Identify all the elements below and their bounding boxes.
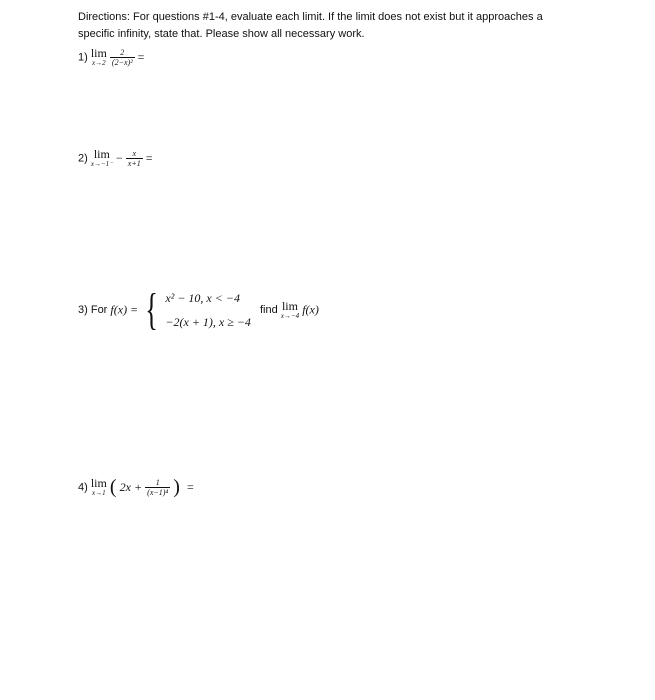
question-4-equals: =: [187, 480, 194, 494]
question-4-fraction: $\frac{1}{\text{(x−1)⁴}}$: [147, 478, 169, 497]
question-4-open-paren: (: [109, 476, 117, 498]
question-4-expression: 2x +: [119, 480, 143, 494]
question-3: [78, 286, 319, 334]
piecewise-cases: [165, 286, 251, 334]
question-3-fx: f(x): [302, 302, 319, 317]
question-1-equals: =: [137, 50, 145, 64]
question-4: [78, 476, 194, 499]
question-1-fraction: $\frac{2}{\text{(2−x)²}}$: [111, 48, 133, 67]
directions-text: Directions: For questions #1-4, evaluate each limit. If the limit does not exist but it approaches a specific infinity, state that. Please show all necessary work.: [78, 11, 543, 40]
question-2-minus: −: [115, 151, 123, 165]
piecewise-brace: {: [145, 285, 159, 334]
question-2-fraction: $\frac{x}{x+1}$: [127, 149, 141, 168]
question-2-number: 2): [78, 152, 88, 165]
question-2-limit: lim x→−1⁻: [90, 147, 113, 168]
question-1: [78, 48, 144, 67]
question-1-number: 1): [78, 51, 88, 64]
question-1-limit: lim x→2: [90, 46, 107, 67]
question-4-close-paren: ): [173, 476, 180, 498]
question-3-function: f(x) =: [110, 302, 139, 317]
question-2-equals: =: [145, 151, 153, 165]
piecewise-case-1: x² − 10, x < −4: [165, 291, 240, 305]
question-4-number: 4): [78, 481, 88, 494]
question-3-for: For: [90, 303, 108, 316]
question-4-limit: lim x→1: [90, 476, 107, 497]
question-3-limit: lim x→−4: [280, 298, 300, 320]
question-3-find: find: [260, 304, 278, 316]
question-2: [78, 149, 153, 168]
piecewise-case-2: −2(x + 1), x ≥ −4: [165, 315, 251, 329]
question-3-number: 3): [78, 303, 88, 316]
